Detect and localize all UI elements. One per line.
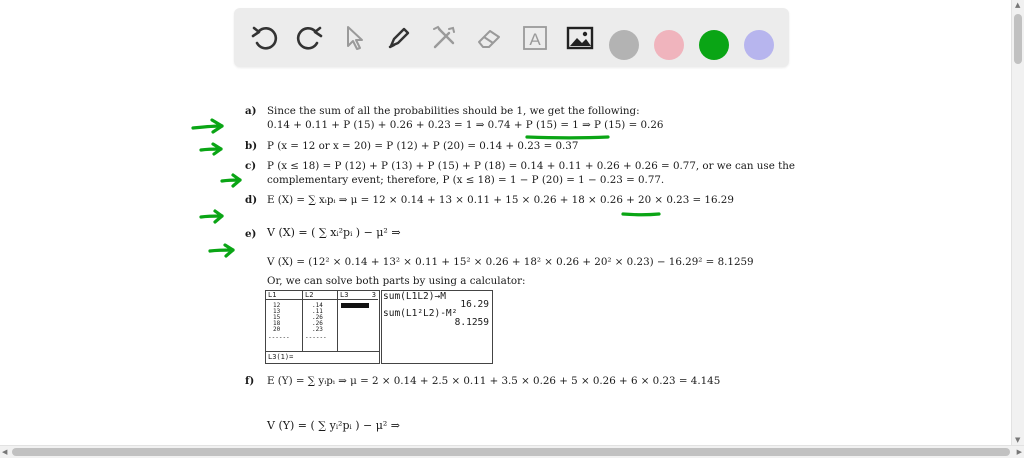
redo-button[interactable] <box>293 22 325 54</box>
arrow-annotation-e <box>210 245 233 256</box>
pen-icon <box>384 23 414 53</box>
eraser-icon <box>474 23 504 53</box>
part-f-label: f) <box>245 375 255 387</box>
list-column-number: 3 <box>371 291 376 299</box>
list-cell: 12 <box>273 302 281 309</box>
list-header-l2: L2 <box>303 291 337 300</box>
text-icon <box>520 23 550 53</box>
list-cell: 20 <box>273 326 281 333</box>
scroll-left-icon[interactable]: ◀ <box>2 448 8 456</box>
list-cell: .26 <box>312 314 323 321</box>
list-cell: 13 <box>273 308 281 315</box>
arrow-annotation-b <box>201 144 221 154</box>
list-cell: ------ <box>305 334 327 341</box>
svg-text:A: A <box>529 30 541 49</box>
part-b-equation: P (x = 12 or x = 20) = P (12) + P (20) = 0.14 + 0.23 = 0.37 <box>267 140 579 152</box>
list-header-l3 <box>338 291 378 300</box>
part-b-label: b) <box>245 140 258 152</box>
arrow-annotation-c <box>222 175 240 186</box>
part-a-text: Since the sum of all the probabilities should be 1, we get the following: <box>267 105 640 117</box>
redo-icon <box>294 23 324 53</box>
undo-button[interactable] <box>249 22 281 54</box>
part-c-text: complementary event; therefore, P (x ≤ 18) = 1 − P (20) = 1 − 0.23 = 0.77. <box>267 174 665 186</box>
part-e-variance-equation: V (X) = (12² × 0.14 + 13² × 0.11 + 15² × 0.26 + 18² × 0.26 + 20² × 0.23) − 16.29² = 8.1259 <box>267 256 754 268</box>
part-c-label: c) <box>245 160 257 172</box>
list-cell: .14 <box>312 302 323 309</box>
vertical-scroll-thumb[interactable] <box>1014 14 1022 64</box>
part-e-calculator-note: Or, we can solve both parts by using a calculator: <box>267 275 526 287</box>
image-icon <box>565 23 595 53</box>
horizontal-scrollbar[interactable] <box>0 445 1024 458</box>
horizontal-scroll-thumb[interactable] <box>12 448 1010 456</box>
underline-p15-answer <box>527 137 608 138</box>
part-c-equation: P (x ≤ 18) = P (12) + P (13) + P (15) + P (18) = 0.14 + 0.11 + 0.26 + 0.26 = 0.77, or we can use the <box>267 160 795 172</box>
list-header-l1: L1 <box>266 291 302 300</box>
part-a-equation: 0.14 + 0.11 + P (15) + 0.26 + 0.23 = 1 ⇒ 0.74 + P (15) = 1 ⇒ P (15) = 0.26 <box>267 119 664 131</box>
part-e-variance-formula: V (X) = ( ∑ xᵢ²pᵢ ) − μ² ⇒ <box>267 226 401 239</box>
calculator-list-screen <box>265 290 380 364</box>
list-header-l3-label: L3 <box>340 291 349 299</box>
vertical-scrollbar[interactable] <box>1011 0 1024 446</box>
home-screen-result-2: 8.1259 <box>454 317 489 328</box>
color-swatch-green[interactable] <box>699 30 729 60</box>
list-entry-line: L3(1)= <box>266 351 379 363</box>
pointer-tool-button[interactable] <box>338 22 370 54</box>
color-swatch-pink[interactable] <box>654 30 684 60</box>
part-d-equation: E (X) = ∑ xᵢpᵢ ⇒ μ = 12 × 0.14 + 13 × 0.11 + 15 × 0.26 + 18 × 0.26 + 20 × 0.23 = 16.29 <box>267 194 734 206</box>
list-cell: .26 <box>312 320 323 327</box>
text-tool-button[interactable] <box>519 22 551 54</box>
color-swatch-gray[interactable] <box>609 30 639 60</box>
home-screen-command-1: sum(L1L2)→M <box>383 291 446 302</box>
pen-tool-button[interactable] <box>383 22 415 54</box>
part-d-label: d) <box>245 194 258 206</box>
part-e-label: e) <box>245 228 257 240</box>
underline-mean-answer <box>623 214 659 215</box>
list-column-l3 <box>338 291 378 351</box>
calculator-home-screen <box>381 290 493 364</box>
image-tool-button[interactable] <box>564 22 596 54</box>
list-cell: .11 <box>312 308 323 315</box>
list-cell: 15 <box>273 314 281 321</box>
undo-icon <box>250 23 280 53</box>
drawing-toolbar <box>234 8 789 67</box>
home-screen-command-2: sum(L1²L2)-M² <box>383 308 458 319</box>
color-swatch-lavender[interactable] <box>744 30 774 60</box>
list-column-l2 <box>303 291 338 351</box>
scroll-down-icon[interactable]: ▼ <box>1015 436 1021 444</box>
list-cursor-highlight <box>341 303 369 308</box>
tools-icon <box>429 23 459 53</box>
scroll-up-icon[interactable]: ▲ <box>1015 1 1021 9</box>
home-screen-result-1: 16.29 <box>460 299 489 310</box>
part-a-label: a) <box>245 105 257 117</box>
list-column-l1 <box>266 291 303 351</box>
list-cell: ------ <box>268 334 290 341</box>
part-f-variance-formula: V (Y) = ( ∑ yᵢ²pᵢ ) − μ² ⇒ <box>267 419 400 432</box>
arrow-annotation-d <box>201 211 222 222</box>
scroll-right-icon[interactable]: ▶ <box>1016 448 1022 456</box>
list-cell: 18 <box>273 320 281 327</box>
tools-button[interactable] <box>428 22 460 54</box>
eraser-tool-button[interactable] <box>473 22 505 54</box>
pointer-icon <box>339 23 369 53</box>
arrow-annotation-a <box>193 120 222 132</box>
list-cell: .23 <box>312 326 323 333</box>
part-f-equation: E (Y) = ∑ yᵢpᵢ ⇒ μ = 2 × 0.14 + 2.5 × 0.11 + 3.5 × 0.26 + 5 × 0.26 + 6 × 0.23 = 4.145 <box>267 375 721 387</box>
